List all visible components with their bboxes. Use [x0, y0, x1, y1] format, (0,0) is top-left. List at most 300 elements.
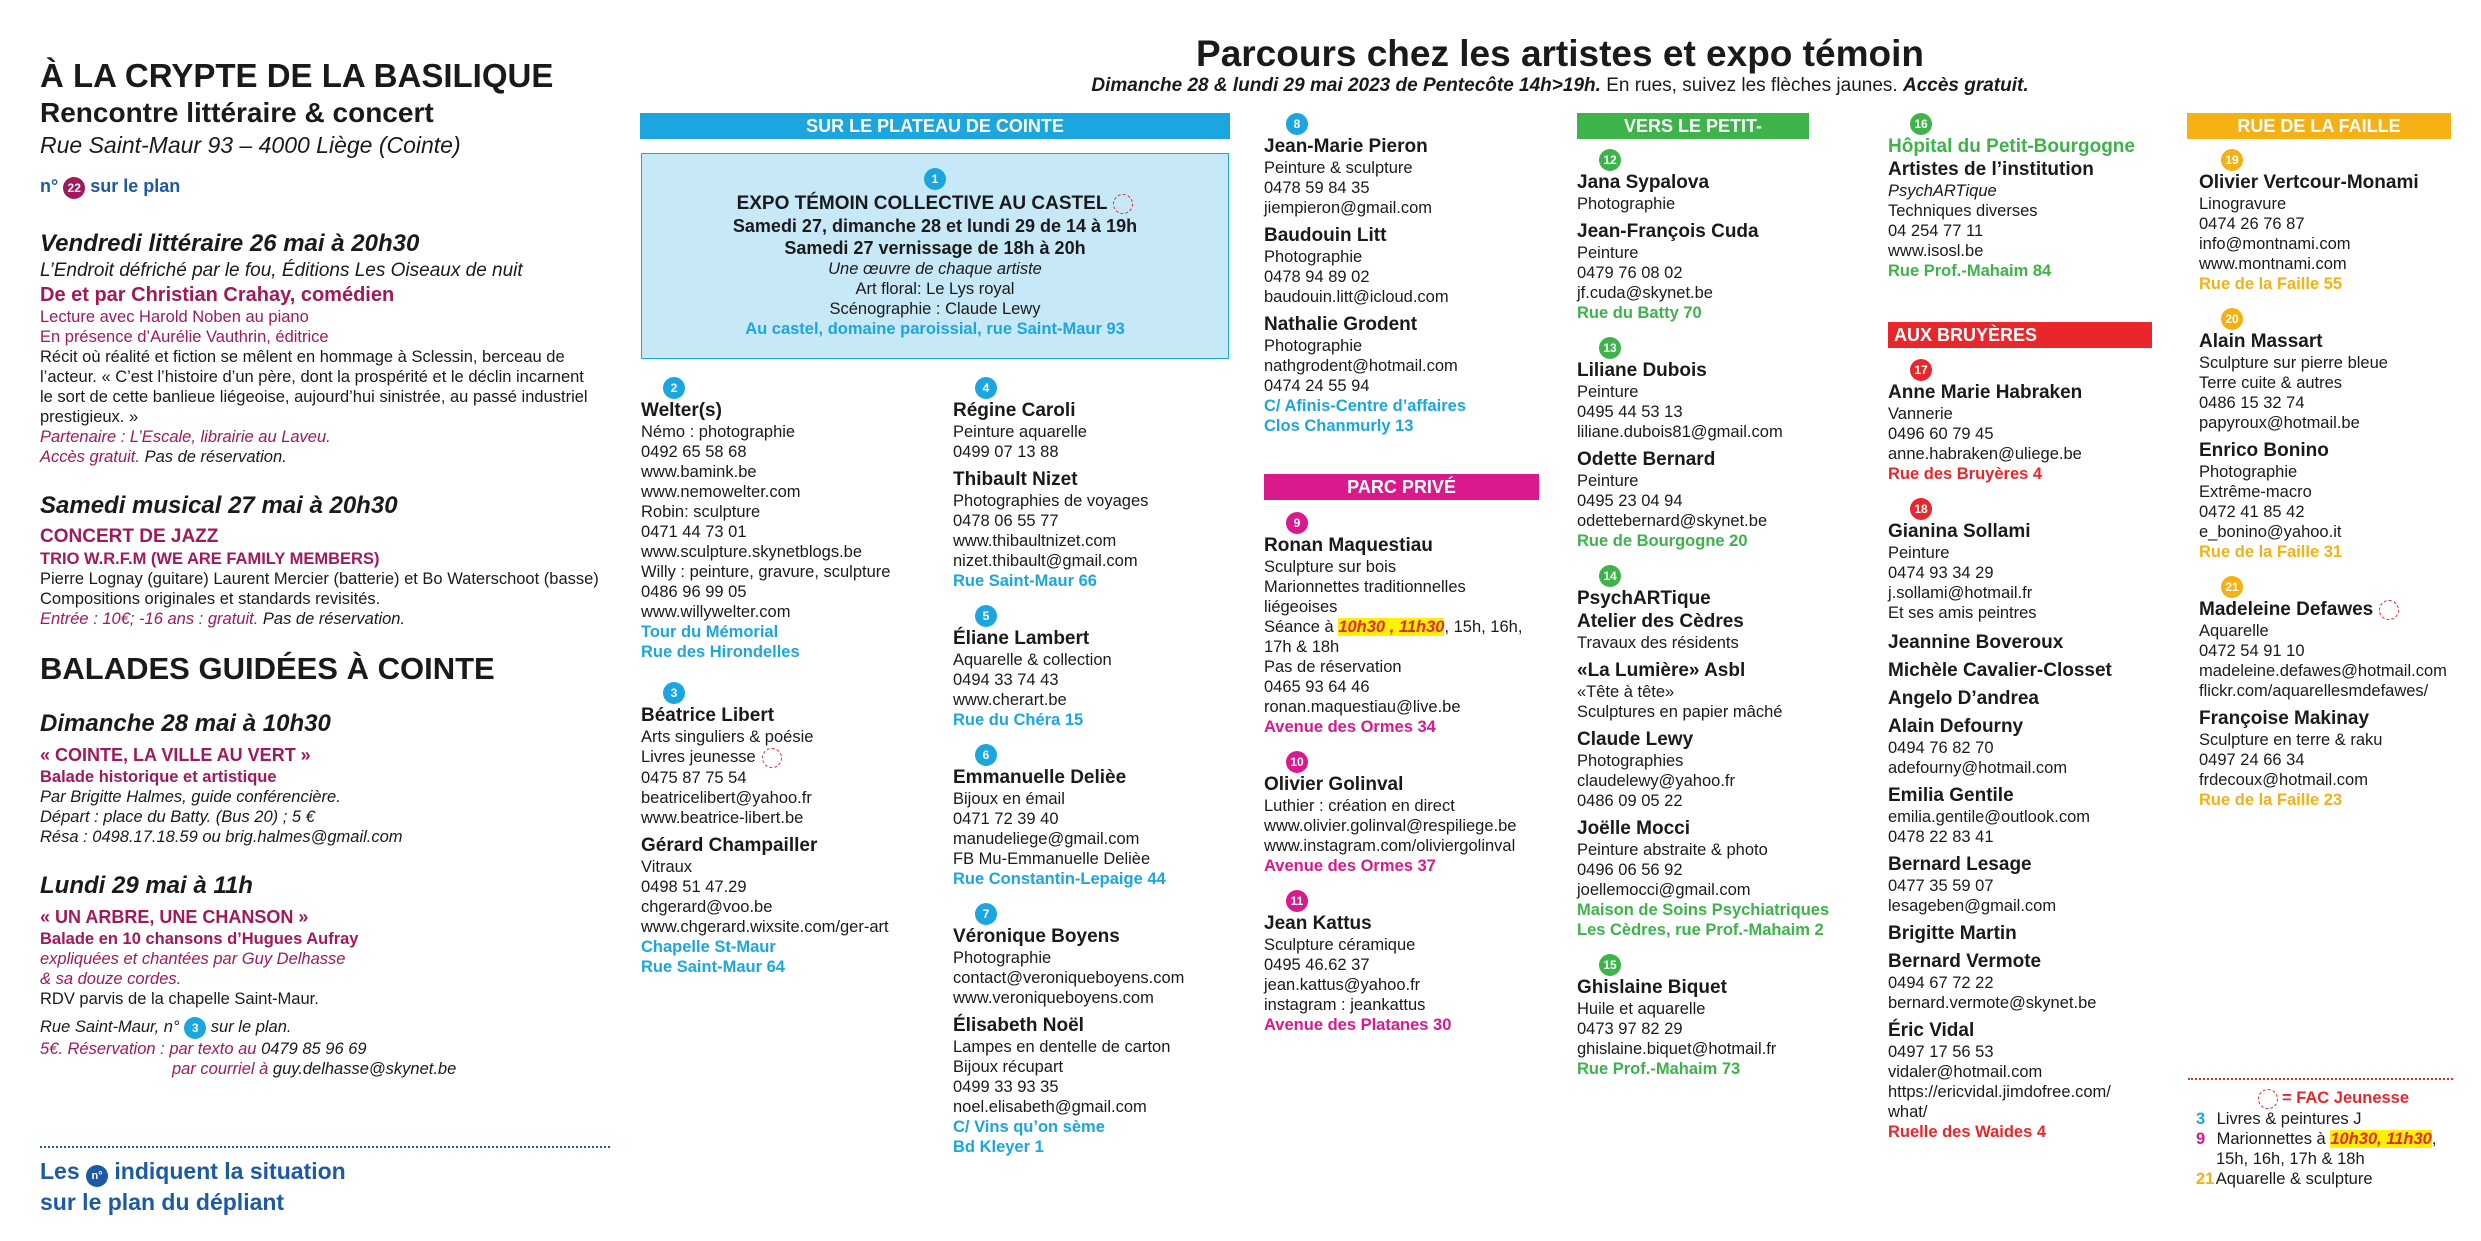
footer-note	[40, 1156, 346, 1217]
artist-line: j.sollami@hotmail.fr	[1888, 584, 2033, 602]
artist-line: 0478 06 55 77	[953, 512, 1059, 530]
artist-line: frdecoux@hotmail.com	[2199, 771, 2368, 789]
artist-name: Bernard Lesage	[1888, 854, 2032, 875]
artist-line: Némo : photographie	[641, 423, 796, 441]
artist-address: C/ Afinis-Centre d’affaires	[1264, 397, 1467, 415]
subtitle-arrows: En rues, suivez les flèches jaunes.	[1606, 75, 1898, 96]
artist-name: Jana Sypalova	[1577, 172, 1710, 193]
artist-badge: 17	[1910, 359, 1932, 381]
artist-name: Ghislaine Biquet	[1577, 977, 1727, 998]
artist-line: Peinture	[1577, 383, 1639, 401]
artist-name: Jeannine Boveroux	[1888, 632, 2064, 653]
lundi-badge: 3	[184, 1017, 206, 1039]
legend-item: 21 Aquarelle & sculpture	[2196, 1169, 2373, 1188]
artist-line: Willy : peinture, gravure, sculpture	[641, 563, 891, 581]
artist-name: Éric Vidal	[1888, 1020, 1975, 1041]
expo-location: Au castel, domaine paroissial, rue Saint-Maur 93	[745, 320, 1125, 338]
artist-line: Photographies	[1577, 752, 1684, 770]
artist-line: 0478 94 89 02	[1264, 268, 1370, 286]
artist-name: Régine Caroli	[953, 400, 1076, 421]
artist-line: 0472 41 85 42	[2199, 503, 2305, 521]
artist-line: 0486 96 99 05	[641, 583, 747, 601]
artist-badge: 15	[1599, 954, 1621, 976]
artist-line: Bijoux récupart	[953, 1058, 1064, 1076]
artist-line: 0494 67 72 22	[1888, 974, 1994, 992]
artist-address: Rue Prof.-Mahaim 73	[1577, 1060, 1741, 1078]
artist-line: 0499 33 93 35	[953, 1078, 1059, 1096]
artist-address: Les Cèdres, rue Prof.-Mahaim 2	[1577, 921, 1824, 939]
artist-name: Gianina Sollami	[1888, 521, 2031, 542]
artist-line: Peinture abstraite & photo	[1577, 841, 1768, 859]
vendredi-line: Récit où réalité et fiction se mêlent en hommage à Sclessin, berceau de	[40, 348, 565, 366]
section-faille: RUE DE LA FAILLE	[2187, 113, 2451, 139]
artist-name: Jean-François Cuda	[1577, 221, 1759, 242]
artist-badge: 2	[663, 377, 685, 399]
artist-name: Enrico Bonino	[2199, 440, 2329, 461]
left-column	[40, 56, 620, 1079]
column-1	[641, 377, 941, 977]
artist-line: Aquarelle & collection	[953, 651, 1112, 669]
samedi-line: TRIO W.R.F.M (WE ARE FAMILY MEMBERS)	[40, 550, 380, 568]
legend-item: 3 Livres & peintures J	[2196, 1109, 2362, 1128]
footer-les: Les	[40, 1158, 80, 1184]
artist-line: anne.habraken@uliege.be	[1888, 445, 2082, 463]
lundi-texto: par texto au	[169, 1040, 257, 1058]
artist-line: https://ericvidal.jimdofree.com/	[1888, 1083, 2111, 1101]
artist-name: Thibault Nizet	[953, 469, 1078, 490]
artist-line: Pas de réservation	[1264, 658, 1402, 676]
artist-line: Photographie	[1264, 337, 1363, 355]
artist-name: Odette Bernard	[1577, 449, 1716, 470]
artist-line: 0494 33 74 43	[953, 671, 1059, 689]
artist-line: madeleine.defawes@hotmail.com	[2199, 662, 2447, 680]
artist-name: Olivier Golinval	[1264, 774, 1404, 795]
artist-line: Travaux des résidents	[1577, 634, 1739, 652]
artist-name: Véronique Boyens	[953, 926, 1120, 947]
artist-name: Nathalie Grodent	[1264, 314, 1418, 335]
legend-divider	[2188, 1078, 2453, 1080]
artist-name: Béatrice Libert	[641, 705, 775, 726]
artist-line: 0492 65 58 68	[641, 443, 747, 461]
artist-name: Gérard Champailler	[641, 834, 818, 856]
artist-line: 0486 15 32 74	[2199, 394, 2305, 412]
artist-line: 0495 46.62 37	[1264, 956, 1370, 974]
artist-badge: 13	[1599, 337, 1621, 359]
footer-indiquent: indiquent la situation	[114, 1158, 346, 1184]
dimanche-line: Départ : place du Batty. (Bus 20) ; 5 €	[40, 808, 315, 826]
artist-line: contact@veroniqueboyens.com	[953, 969, 1185, 987]
artist-name: Élisabeth Noël	[953, 1015, 1084, 1036]
artist-line: www.willywelter.com	[641, 603, 791, 621]
crypte-title: À LA CRYPTE DE LA BASILIQUE	[40, 57, 554, 94]
artist-badge: 7	[975, 903, 997, 925]
artist-address: Tour du Mémorial	[641, 623, 779, 641]
artist-address: Bd Kleyer 1	[953, 1138, 1044, 1156]
column-3	[1264, 113, 1564, 436]
artist-name: Anne Marie Habraken	[1888, 382, 2083, 403]
column-4	[1577, 149, 1877, 1079]
artist-line: 0486 09 05 22	[1577, 792, 1683, 810]
dimanche-title: Dimanche 28 mai à 10h30	[40, 710, 331, 737]
artist-name: Welter(s)	[641, 400, 722, 421]
lundi-line: RDV parvis de la chapelle Saint-Maur.	[40, 990, 319, 1008]
artist-name: Éliane Lambert	[953, 628, 1090, 649]
column-2	[953, 377, 1253, 1157]
dimanche-line: Par Brigitte Halmes, guide conférencière.	[40, 788, 341, 806]
artist-line: Sculpture en terre & raku	[2199, 731, 2383, 749]
artist-name: Artistes de l’institution	[1888, 159, 2094, 180]
samedi-line: Compositions originales et standards revisités.	[40, 590, 381, 608]
crypte-address: Rue Saint-Maur 93 – 4000 Liège (Cointe)	[40, 132, 461, 158]
artist-line: 0494 76 82 70	[1888, 739, 1994, 757]
artist-line: 0474 24 55 94	[1264, 377, 1370, 395]
fac-icon	[2258, 1089, 2278, 1109]
dimanche-line: Balade historique et artistique	[40, 768, 277, 786]
vendredi-line	[40, 447, 620, 467]
artist-badge: 5	[975, 605, 997, 627]
expo-dates: Samedi 27, dimanche 28 et lundi 29 de 14 à 19h	[732, 216, 1138, 236]
lundi-phone: 0479 85 96 69	[261, 1040, 367, 1058]
artist-line: Vannerie	[1888, 405, 1953, 423]
artist-address: Chapelle St-Maur	[641, 937, 776, 956]
artist-line: noel.elisabeth@gmail.com	[953, 1098, 1147, 1116]
lundi-addr: Rue Saint-Maur, n°	[40, 1018, 180, 1036]
artist-line: 0471 72 39 40	[953, 810, 1059, 828]
artist-line: ghislaine.biquet@hotmail.fr	[1577, 1040, 1777, 1058]
artist-line: what/	[1888, 1103, 1928, 1121]
artist-line: Peinture & sculpture	[1264, 159, 1413, 177]
artist-line: odettebernard@skynet.be	[1577, 512, 1768, 530]
artist-line: Sculpture sur bois	[1264, 558, 1397, 576]
artist-line: Photographie	[2199, 463, 2298, 481]
artist-line: www.thibaultnizet.com	[953, 532, 1117, 550]
artist-line: www.cherart.be	[953, 691, 1067, 709]
artist-line: Peinture	[1577, 472, 1639, 490]
footer-badge: n°	[86, 1165, 108, 1187]
artist-name: Madeleine Defawes	[2199, 598, 2479, 621]
lundi-plan: sur le plan.	[210, 1018, 292, 1036]
artist-badge: 3	[663, 682, 685, 704]
artist-badge: 19	[2221, 149, 2243, 171]
expo-box	[641, 153, 1229, 359]
artist-line: www.sculpture.skynetblogs.be	[641, 543, 863, 561]
artist-line: e_bonino@yahoo.it	[2199, 523, 2342, 541]
samedi-line: CONCERT DE JAZZ	[40, 526, 219, 547]
artist-address: Rue du Batty 70	[1577, 304, 1702, 322]
artist-line: www.isosl.be	[1888, 242, 1984, 260]
artist-name: Alain Massart	[2199, 331, 2323, 352]
section-petit-bourgogne: VERS LE PETIT-BOURGOGNE	[1577, 113, 1809, 139]
expo-line: Art floral: Le Lys royal	[855, 280, 1015, 298]
artist-line: 04 254 77 11	[1888, 222, 1984, 240]
footer-line: sur le plan du dépliant	[40, 1189, 285, 1215]
legend-title: = FAC Jeunesse	[2196, 1088, 2466, 1109]
artist-line: Sculpture céramique	[1264, 936, 1416, 954]
lundi-line	[40, 1015, 620, 1039]
artist-address: Avenue des Platanes 30	[1264, 1016, 1452, 1034]
artist-address: Rue des Hirondelles	[641, 643, 800, 661]
artist-address: Rue Saint-Maur 64	[641, 957, 785, 976]
artist-line: Photographie	[1577, 195, 1676, 213]
artist-name: PsychARTique	[1577, 588, 1711, 609]
lundi-title: Lundi 29 mai à 11h	[40, 872, 253, 899]
artist-line: 0495 44 53 13	[1577, 403, 1683, 421]
artist-badge: 21	[2221, 576, 2243, 598]
legend-item: 9 Marionnettes à 10h30, 11h30,	[2196, 1129, 2437, 1148]
artist-line: www.nemowelter.com	[641, 483, 801, 501]
artist-badge: 18	[1910, 498, 1932, 520]
artist-line: Arts singuliers & poésie	[641, 728, 814, 746]
artist-address: Rue de la Faille 31	[2199, 543, 2343, 561]
artist-line: 0477 35 59 07	[1888, 877, 1994, 895]
artist-line: chgerard@voo.be	[641, 897, 773, 916]
artist-line: www.beatrice-libert.be	[641, 808, 804, 827]
vendredi-title: Vendredi littéraire 26 mai à 20h30	[40, 230, 420, 257]
artist-line: baudouin.litt@icloud.com	[1264, 288, 1449, 306]
subtitle-free: Accès gratuit.	[1902, 75, 2029, 96]
artist-line: 0475 87 75 54	[641, 768, 747, 787]
dimanche-line: Résa : 0498.17.18.59 ou brig.halmes@gmail.com	[40, 828, 403, 846]
artist-line: Séance à 10h30 , 11h30, 15h, 16h,	[1264, 618, 1523, 636]
expo-badge: 1	[924, 168, 946, 190]
artist-line: 0499 07 13 88	[953, 443, 1059, 461]
artist-line: Photographie	[953, 949, 1052, 967]
fac-icon	[2379, 600, 2399, 620]
artist-name: Françoise Makinay	[2199, 708, 2370, 729]
artist-line: adefourny@hotmail.com	[1888, 759, 2068, 777]
artist-line: vidaler@hotmail.com	[1888, 1063, 2043, 1081]
samedi-noresa: Pas de réservation.	[262, 610, 406, 628]
artist-line: www.veroniqueboyens.com	[953, 989, 1154, 1007]
artist-address: Rue Saint-Maur 66	[953, 572, 1097, 590]
artist-address: Avenue des Ormes 34	[1264, 718, 1436, 736]
artist-line: papyroux@hotmail.be	[2199, 414, 2360, 432]
artist-name: Ronan Maquestiau	[1264, 535, 1433, 556]
column-5	[1888, 113, 2188, 281]
vendredi-line: Lecture avec Harold Noben au piano	[40, 308, 309, 326]
vendredi-line: En présence d’Aurélie Vauthrin, éditrice	[40, 328, 329, 346]
artist-badge: 6	[975, 744, 997, 766]
samedi-price: Entrée : 10€; -16 ans : gratuit.	[40, 610, 259, 628]
artist-line: 0465 93 64 46	[1264, 678, 1370, 696]
artist-address: Maison de Soins Psychiatriques	[1577, 901, 1830, 919]
artist-badge: 9	[1286, 512, 1308, 534]
lundi-line: & sa douze cordes.	[40, 970, 182, 988]
vendredi-free: Accès gratuit.	[40, 448, 140, 466]
samedi-line	[40, 609, 620, 629]
artist-line: beatricelibert@yahoo.fr	[641, 788, 812, 807]
artist-line: jean.kattus@yahoo.fr	[1264, 976, 1421, 994]
artist-address: Rue de la Faille 23	[2199, 791, 2343, 809]
artist-badge: 11	[1286, 890, 1308, 912]
crypte-subtitle: Rencontre littéraire & concert	[40, 97, 434, 128]
artist-line: 0478 22 83 41	[1888, 828, 1994, 846]
expo-line: Une œuvre de chaque artiste	[828, 260, 1042, 278]
artist-address: Rue de la Faille 55	[2199, 275, 2343, 293]
balades-title: BALADES GUIDÉES À COINTE	[40, 651, 495, 686]
artist-line: 0497 24 66 34	[2199, 751, 2305, 769]
samedi-line: Pierre Lognay (guitare) Laurent Mercier (batterie) et Bo Waterschoot (basse)	[40, 570, 599, 588]
artist-line: 0495 23 04 94	[1577, 492, 1683, 510]
artist-line: 0497 17 56 53	[1888, 1043, 1994, 1061]
plan-ref-pre: n°	[40, 176, 59, 196]
artist-line: Peinture	[1577, 244, 1639, 262]
vendredi-line: le sort de cette banlieue liégeoise, aujourd’hui sinistrée, au passé industriel	[40, 388, 588, 406]
artist-badge: 8	[1286, 113, 1308, 135]
expo-vernissage: Samedi 27 vernissage de 18h à 20h	[784, 238, 1086, 258]
subtitle-dates: Dimanche 28 & lundi 29 mai 2023 de Pentecôte 14h>19h.	[1091, 75, 1601, 96]
jeunesse-times: 10h30 , 11h30	[1338, 618, 1445, 636]
artist-line: Sculpture sur pierre bleue	[2199, 354, 2388, 372]
fac-icon	[762, 748, 782, 768]
artist-line: 0496 06 56 92	[1577, 861, 1683, 879]
artist-name: Michèle Cavalier-Closset	[1888, 660, 2112, 681]
vendredi-noresa: Pas de réservation.	[144, 448, 287, 466]
lundi-line	[40, 1039, 620, 1059]
artist-address: Rue des Bruyères 4	[1888, 465, 2043, 483]
fac-legend	[2196, 1088, 2466, 1189]
vendredi-line: L’Endroit défriché par le fou, Éditions Les Oiseaux de nuit	[40, 260, 523, 281]
artist-name: Angelo D’andrea	[1888, 688, 2039, 709]
artist-line: claudelewy@yahoo.fr	[1577, 772, 1735, 790]
artist-name: Jean-Marie Pieron	[1264, 136, 1428, 157]
artist-line: Photographie	[1264, 248, 1363, 266]
artist-line: Marionnettes traditionnelles	[1264, 578, 1466, 596]
artist-badge: 10	[1286, 751, 1308, 773]
artist-address: Clos Chanmurly 13	[1264, 417, 1414, 435]
artist-line: 0478 59 84 35	[1264, 179, 1370, 197]
artist-line: Et ses amis peintres	[1888, 604, 2037, 622]
artist-line: Bijoux en émail	[953, 790, 1065, 808]
artist-line: FB Mu-Emmanuelle Delièe	[953, 850, 1151, 868]
artist-name: Alain Defourny	[1888, 716, 2024, 737]
page-title: Parcours chez les artistes et expo témoin	[1196, 33, 1924, 74]
left-divider	[40, 1146, 610, 1148]
artist-line: www.montnami.com	[2199, 255, 2347, 273]
lundi-email: guy.delhasse@skynet.be	[272, 1060, 457, 1078]
artist-address: Rue Constantin-Lepaige 44	[953, 870, 1166, 888]
section-bruyeres: AUX BRUYÈRES	[1888, 322, 2152, 348]
expo-title: EXPO TÉMOIN COLLECTIVE AU CASTEL	[642, 192, 1228, 215]
plan-ref	[40, 174, 620, 199]
vendredi-line: l’acteur. « C’est l’histoire d’un père, dont la prospérité et le déclin incarnent	[40, 368, 584, 386]
artist-badge: 14	[1599, 565, 1621, 587]
artist-line: «Tête à tête»	[1577, 683, 1675, 701]
plan-badge: 22	[63, 177, 85, 199]
artist-address: C/ Vins qu’on sème	[953, 1118, 1105, 1136]
artist-line: 0471 44 73 01	[641, 523, 747, 541]
artist-address: Rue du Chéra 15	[953, 711, 1084, 729]
lundi-resa: 5€. Réservation :	[40, 1040, 165, 1058]
footer-line	[40, 1156, 346, 1187]
artist-name: Bernard Vermote	[1888, 951, 2042, 972]
artist-line: Luthier : création en direct	[1264, 797, 1455, 815]
artist-line: nathgrodent@hotmail.com	[1264, 357, 1458, 375]
column-3-parc	[1264, 512, 1564, 1035]
artist-line: Vitraux	[641, 857, 693, 876]
artist-line: Terre cuite & autres	[2199, 374, 2343, 392]
artist-name: Baudouin Litt	[1264, 225, 1387, 246]
artist-line: www.instagram.com/oliviergolinval	[1264, 837, 1516, 855]
artist-line: 0479 76 08 02	[1577, 264, 1683, 282]
vendredi-line: prestigieux. »	[40, 408, 139, 426]
lundi-line: Balade en 10 chansons d’Hugues Aufray	[40, 930, 359, 948]
artist-line: nizet.thibault@gmail.com	[953, 552, 1138, 570]
artist-line: instagram : jeankattus	[1264, 996, 1426, 1014]
artist-line: jiempieron@gmail.com	[1264, 199, 1433, 217]
artist-name: Joëlle Mocci	[1577, 818, 1690, 839]
artist-line: joellemocci@gmail.com	[1577, 881, 1751, 899]
artist-line: flickr.com/aquarellesmdefawes/	[2199, 682, 2429, 700]
artist-name: Brigitte Martin	[1888, 923, 2017, 944]
artist-line: liliane.dubois81@gmail.com	[1577, 423, 1783, 441]
artist-line: Livres jeunesse	[641, 747, 941, 768]
artist-line: liégeoises	[1264, 598, 1338, 616]
artist-name: Liliane Dubois	[1577, 360, 1707, 381]
artist-line: 0474 93 34 29	[1888, 564, 1994, 582]
column-5-bruyeres	[1888, 359, 2188, 1142]
artist-line: Robin: sculpture	[641, 503, 761, 521]
artist-line: www.bamink.be	[641, 463, 757, 481]
page-subtitle	[900, 74, 2220, 98]
lundi-courriel: par courriel à	[172, 1060, 269, 1078]
artist-line: Linogravure	[2199, 195, 2287, 213]
expo-line: Scénographie : Claude Lewy	[829, 300, 1041, 318]
artist-address: Rue de Bourgogne 20	[1577, 532, 1748, 550]
vendredi-line: De et par Christian Crahay, comédien	[40, 284, 395, 306]
artist-line: 0498 51 47.29	[641, 877, 747, 896]
artist-name: Emmanuelle Delièe	[953, 767, 1127, 788]
artist-line: 0473 97 82 29	[1577, 1020, 1683, 1038]
artist-line: bernard.vermote@skynet.be	[1888, 994, 2097, 1012]
column-6	[2199, 149, 2479, 810]
artist-line: www.chgerard.wixsite.com/ger-art	[641, 917, 889, 936]
artist-address: Avenue des Ormes 37	[1264, 857, 1436, 875]
vendredi-line: Partenaire : L’Escale, librairie au Laveu.	[40, 428, 331, 446]
section-plateau: SUR LE PLATEAU DE COINTE	[640, 113, 1230, 139]
artist-line: Lampes en dentelle de carton	[953, 1038, 1171, 1056]
jeunesse-times: 10h30, 11h30	[2330, 1129, 2432, 1148]
fac-icon	[1113, 194, 1133, 214]
artist-line: www.olivier.golinval@respiliege.be	[1264, 817, 1517, 835]
artist-line: 0496 60 79 45	[1888, 425, 1994, 443]
artist-line: Aquarelle	[2199, 622, 2269, 640]
artist-line: emilia.gentile@outlook.com	[1888, 808, 2091, 826]
artist-line: Photographies de voyages	[953, 492, 1149, 510]
samedi-title: Samedi musical 27 mai à 20h30	[40, 492, 398, 519]
artist-line: ronan.maquestiau@live.be	[1264, 698, 1461, 716]
artist-name: Atelier des Cèdres	[1577, 611, 1744, 632]
artist-badge: 20	[2221, 308, 2243, 330]
artist-line: 0474 26 76 87	[2199, 215, 2305, 233]
plan-ref-post: sur le plan	[90, 176, 181, 196]
lundi-line	[40, 1059, 620, 1079]
lundi-line: expliquées et chantées par Guy Delhasse	[40, 950, 346, 968]
artist-line: lesageben@gmail.com	[1888, 897, 2057, 915]
artist-line: 17h & 18h	[1264, 638, 1340, 656]
artist-line: jf.cuda@skynet.be	[1577, 284, 1713, 302]
artist-name: «La Lumière» Asbl	[1577, 660, 1746, 681]
artist-line: info@montnami.com	[2199, 235, 2351, 253]
artist-line: Sculptures en papier mâché	[1577, 703, 1783, 721]
artist-line: Extrême-macro	[2199, 483, 2312, 501]
artist-badge: 12	[1599, 149, 1621, 171]
artist-name: Hôpital du Petit-Bourgogne	[1888, 136, 2135, 157]
legend-item: 15h, 16h, 17h & 18h	[2216, 1149, 2365, 1168]
artist-address: Ruelle des Waides 4	[1888, 1123, 2047, 1141]
artist-name: Emilia Gentile	[1888, 785, 2014, 806]
artist-line: PsychARTique	[1888, 182, 1997, 200]
